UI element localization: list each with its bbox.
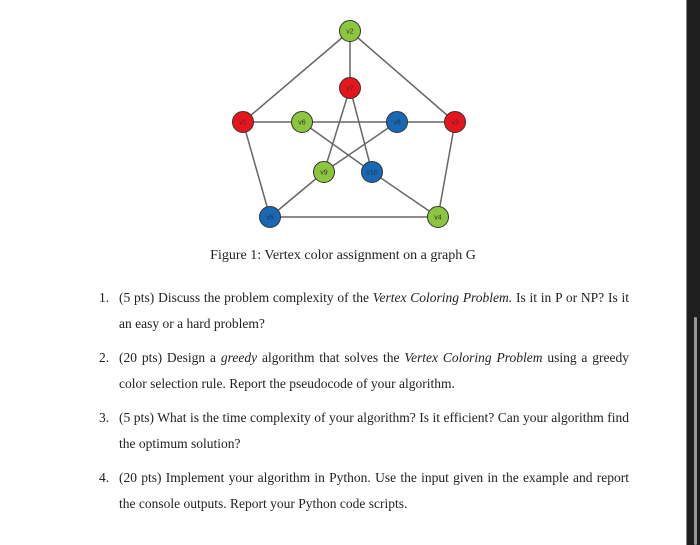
vertex-v5 bbox=[260, 207, 281, 228]
question-number: 3. bbox=[99, 410, 110, 425]
scrollbar-thumb[interactable] bbox=[694, 317, 697, 545]
question-list bbox=[99, 285, 629, 525]
vertex-label: v10 bbox=[366, 169, 378, 177]
question-emphasis: Vertex Coloring Problem bbox=[404, 350, 543, 365]
edge-v2-v3 bbox=[350, 31, 455, 122]
question-text: Is it in P or NP? Is it an easy or a hard problem? bbox=[119, 290, 629, 331]
figure-caption: Figure 1: Vertex color assignment on a graph G bbox=[210, 248, 476, 263]
question-text: (5 pts) Discuss the problem complexity of the bbox=[119, 290, 373, 305]
edge-v3-v4 bbox=[438, 122, 455, 217]
question-emphasis: greedy bbox=[220, 350, 258, 365]
vertex-label: v5 bbox=[266, 214, 274, 222]
vertex-v9 bbox=[314, 162, 335, 183]
question-1 bbox=[99, 285, 629, 337]
edge-v7-v9 bbox=[324, 88, 350, 172]
question-4 bbox=[99, 465, 629, 517]
vertex-label: v2 bbox=[346, 28, 354, 36]
vertex-v4 bbox=[428, 207, 449, 228]
question-text: (20 pts) Design a bbox=[119, 350, 221, 365]
question-text: (20 pts) Implement your algorithm in Python. Use the input given in the example and report the console outputs. Report your Python code scripts. bbox=[119, 470, 629, 511]
vertex-v2 bbox=[340, 21, 361, 42]
vertex-v10 bbox=[362, 162, 383, 183]
vertex-label: v1 bbox=[239, 119, 247, 127]
question-number: 2. bbox=[99, 350, 110, 365]
vertex-v3 bbox=[445, 112, 466, 133]
vertex-label: v4 bbox=[434, 214, 442, 222]
question-number: 4. bbox=[99, 470, 110, 485]
question-3 bbox=[99, 405, 629, 457]
vertex-label: v9 bbox=[320, 169, 328, 177]
vertex-label: v6 bbox=[298, 119, 306, 127]
vertex-label: v3 bbox=[451, 119, 459, 127]
vertex-label: v7 bbox=[346, 85, 354, 93]
question-emphasis: Vertex Coloring Problem. bbox=[372, 290, 513, 305]
vertex-v8 bbox=[387, 112, 408, 133]
scrollbar-track[interactable] bbox=[686, 0, 700, 545]
edge-v10-v4 bbox=[372, 172, 438, 217]
question-text: algorithm that solves the bbox=[257, 350, 405, 365]
question-number: 1. bbox=[99, 290, 110, 305]
edge-v2-v1 bbox=[243, 31, 350, 122]
question-text: using a greedy color selection rule. Report the pseudocode of your algorithm. bbox=[119, 350, 629, 391]
edge-v1-v5 bbox=[243, 122, 270, 217]
question-2 bbox=[99, 345, 629, 397]
vertex-v1 bbox=[233, 112, 254, 133]
vertex-v7 bbox=[340, 78, 361, 99]
graph-figure bbox=[0, 0, 686, 240]
question-text: (5 pts) What is the time complexity of your algorithm? Is it efficient? Can your algorithm find the optimum solution? bbox=[119, 410, 629, 451]
vertex-v6 bbox=[292, 112, 313, 133]
vertex-label: v8 bbox=[393, 119, 401, 127]
